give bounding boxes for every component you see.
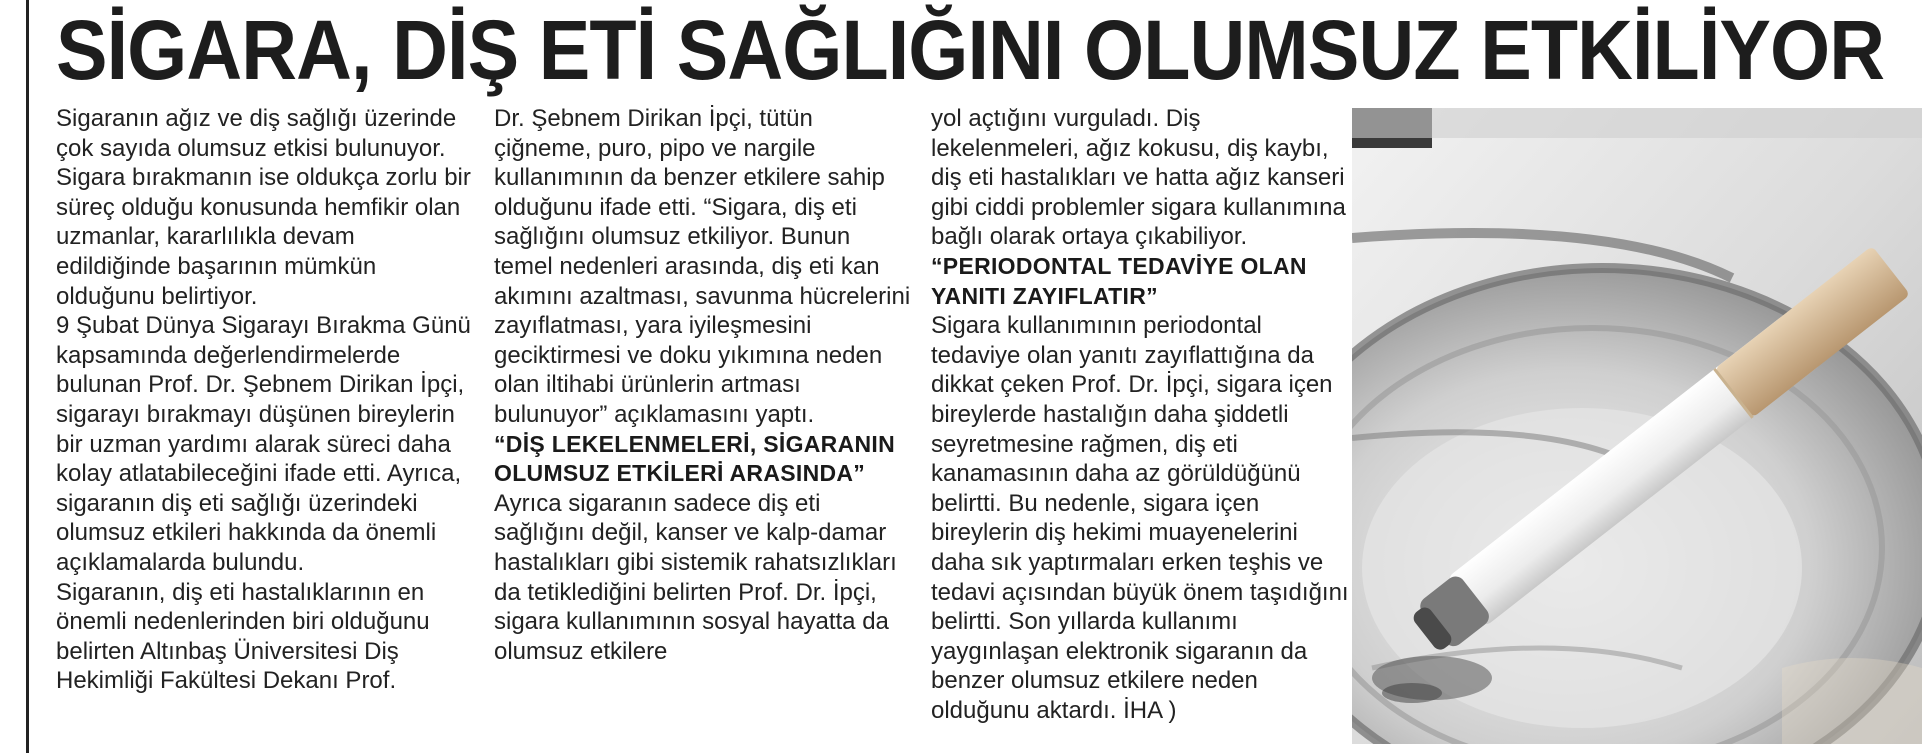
subheading: “PERIODONTAL TEDAVİYE OLAN YANITI ZAYIFLATIR” <box>931 252 1307 309</box>
paragraph: 9 Şubat Dünya Sigarayı Bırakma Günü kapsamında değerlendirmelerde bulunan Prof. Dr. Şebnem Dirikan İpçi, sigarayı bırakmayı düşünen bireylerin bir uzman yardımı alarak süreci daha kolay atlatabileceğini ifade etti. Ayrıca, sigaranın diş eti sağlığı üzerindeki olumsuz etkileri hakkında da önemli açıklamalarda bulundu. <box>56 312 471 576</box>
article-column-2 <box>494 104 914 666</box>
paragraph: Sigaranın, diş eti hastalıklarının en önemli nedenlerinden biri olduğunu belirten Altınbaş Üniversitesi Diş Hekimliği Fakültesi Dekanı Prof. <box>56 578 430 695</box>
subheading: “DİŞ LEKELENMELERİ, SİGARANIN OLUMSUZ ETKİLERİ ARASINDA” <box>494 430 896 487</box>
cigarette-ashtray-photo <box>1352 108 1922 744</box>
paragraph: Sigara kullanımının periodontal tedaviye olan yanıtı zayıflattığına da dikkat çeken Prof. Dr. İpçi, sigara içen bireylerde hastalığın daha şiddetli seyretmesine rağmen, diş eti kanamasının daha az görüldüğünü belirtti. Bu nedenle, sigara içen bireylerin diş hekimi muayenelerini daha sık yaptırmaları erken teşhis ve tedavi açısından büyük önem taşıdığını belirtti. Son yıllarda kullanımı yaygınlaşan elektronik sigaranın da benzer olumsuz etkilere neden olduğunu aktardı. İHA ) <box>931 312 1349 724</box>
paragraph: Sigaranın ağız ve diş sağlığı üzerinde çok sayıda olumsuz etkisi bulunuyor. Sigara bırakmanın ise oldukça zorlu bir süreç olduğu konusunda hemfikir olan uzmanlar, kararlılıkla devam edildiğinde başarının mümkün olduğunu belirtiyor. <box>56 105 471 310</box>
paragraph: yol açtığını vurguladı. Diş lekelenmeleri, ağız kokusu, diş kaybı, diş eti hastalıkları ve hatta ağız kanseri gibi ciddi problemler sigara kullanımına bağlı olarak ortaya çıkabiliyor. <box>931 105 1346 251</box>
headline: SİGARA, DİŞ ETİ SAĞLIĞINI OLUMSUZ ETKİLİYOR <box>56 3 1885 97</box>
paragraph: Ayrıca sigaranın sadece diş eti sağlığını değil, kanser ve kalp-damar hastalıkları gibi sistemik rahatsızlıkları da tetiklediğini belirten Prof. Dr. İpçi, sigara kullanımının sosyal hayatta da olumsuz etkilere <box>494 489 897 665</box>
article-column-1 <box>56 104 476 696</box>
left-column-rule <box>26 0 29 753</box>
paragraph: Dr. Şebnem Dirikan İpçi, tütün çiğneme, puro, pipo ve nargile kullanımının da benzer etkilere sahip olduğunu ifade etti. “Sigara, diş eti sağlığını olumsuz etkiliyor. Bunun temel nedenleri arasında, diş eti kan akımını azaltması, savunma hücrelerini zayıflatması, yara iyileşmesini geciktirmesi ve doku yıkımına neden olan iltihabi ürünlerin artması bulunuyor” açıklamasını yaptı. <box>494 105 911 428</box>
article-column-3 <box>931 104 1351 725</box>
